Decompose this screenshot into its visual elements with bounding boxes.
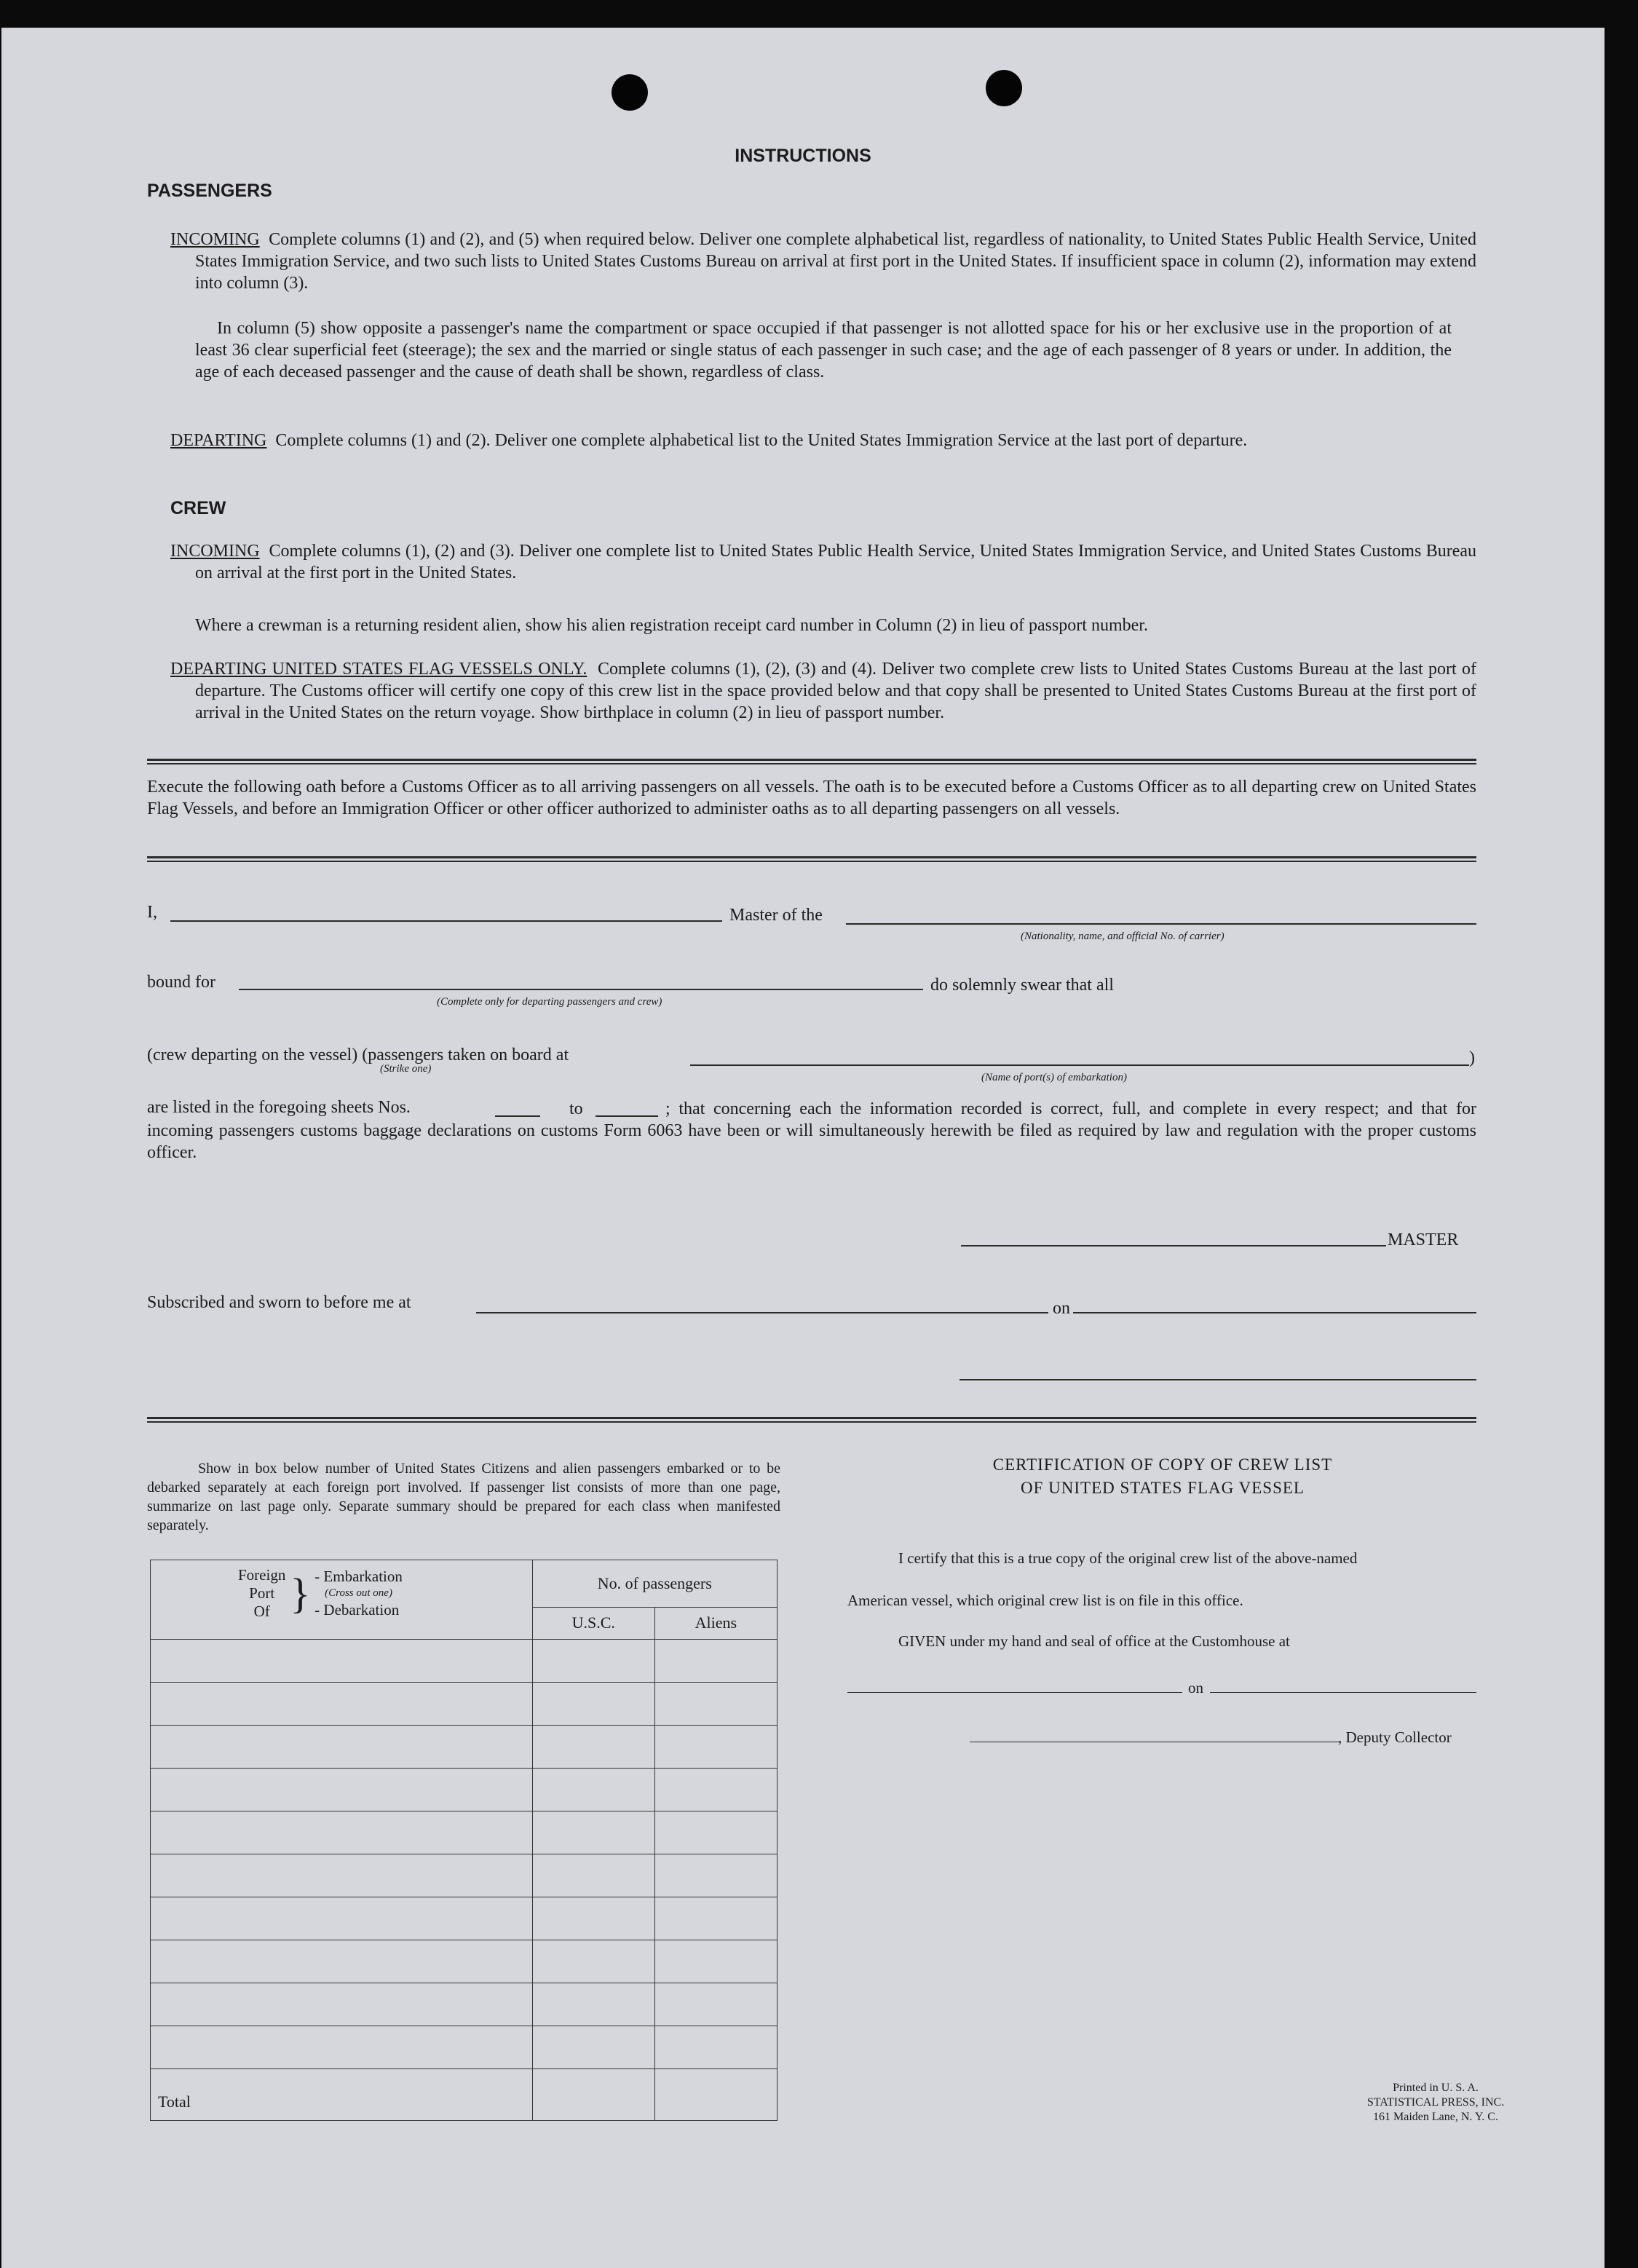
listed-paragraph: ; that concerning each the information recorded is correct, full, and complete in every respect; and that for incoming passengers customs baggage declarations on customs Form 6063 have been or will simultaneously herewith be filed as required by law and regulation with the proper customs officer. — [147, 1099, 1476, 1162]
usc-cell[interactable] — [532, 2026, 654, 2069]
aliens-cell[interactable] — [654, 1683, 777, 1726]
usc-cell[interactable] — [532, 1854, 654, 1897]
customhouse-field[interactable] — [847, 1692, 1182, 1693]
aliens-cell[interactable] — [654, 1854, 777, 1897]
master-of-label: Master of the — [729, 906, 823, 925]
strike-one-caption: (Strike one) — [380, 1063, 432, 1075]
aliens-cell[interactable] — [654, 1940, 777, 1983]
table-row — [151, 1811, 778, 1854]
table-row — [151, 1683, 778, 1726]
of-label: Of — [253, 1603, 270, 1620]
ports-field[interactable] — [690, 1064, 1469, 1066]
certification-heading-line2: OF UNITED STATES FLAG VESSEL — [1021, 1479, 1305, 1497]
column5-paragraph: In column (5) show opposite a passenger's name the compartment or space occupied if that passenger is not allotted space for his or her exclusive use in the proportion of at least 36 clear superficial feet (steerage); the sex and the married or single status of each passenger in such case; and the age of each passenger of 8 years or under. In addition, the age of each deceased passenger and the cause of death shall be shown, regardless of class. — [195, 319, 1452, 382]
nationality-caption: (Nationality, name, and official No. of carrier) — [1021, 930, 1224, 942]
passengers-departing-paragraph — [170, 430, 1476, 451]
usc-cell[interactable] — [532, 1940, 654, 1983]
foreign-label: Foreign — [238, 1566, 286, 1584]
crew-departing-label: DEPARTING UNITED STATES FLAG VESSELS ONLY. — [170, 660, 587, 679]
usc-cell[interactable] — [532, 1683, 654, 1726]
certification-heading — [846, 1453, 1479, 1500]
table-row — [151, 1983, 778, 2026]
port-cell[interactable] — [151, 1726, 533, 1769]
crew-incoming-paragraph — [170, 540, 1476, 584]
aliens-cell[interactable] — [654, 1811, 777, 1854]
punch-hole-right — [986, 70, 1022, 106]
ports-caption: (Name of port(s) of embarkation) — [981, 1072, 1127, 1083]
passengers-departing-text: Complete columns (1) and (2). Deliver one complete alphabetical list to the United States Immigration Service at the last port of departure. — [275, 431, 1248, 450]
debarkation-option[interactable]: - Debarkation — [314, 1601, 400, 1619]
instructions-title: INSTRUCTIONS — [735, 146, 871, 166]
master-signature-field[interactable] — [961, 1245, 1386, 1246]
passengers-incoming-paragraph — [170, 229, 1476, 294]
table-row — [151, 1854, 778, 1897]
aliens-cell[interactable] — [654, 1726, 777, 1769]
listed-label: are listed in the foregoing sheets Nos. — [147, 1098, 411, 1117]
port-label: Port — [249, 1584, 275, 1602]
divider-2 — [147, 856, 1476, 862]
port-cell[interactable] — [151, 1983, 533, 2026]
port-cell[interactable] — [151, 1897, 533, 1940]
usc-cell[interactable] — [532, 1640, 654, 1683]
table-row — [151, 2026, 778, 2069]
aliens-cell[interactable] — [654, 1640, 777, 1683]
sworn-on-label: on — [1053, 1299, 1070, 1318]
printer-imprint — [1239, 2081, 1632, 2125]
aliens-cell[interactable] — [654, 2026, 777, 2069]
total-label: Total — [151, 2069, 533, 2121]
port-cell[interactable] — [151, 1811, 533, 1854]
table-row — [151, 1769, 778, 1811]
to-label: to — [569, 1099, 583, 1118]
form-page — [1, 28, 1605, 2268]
oath-i-label: I, — [147, 903, 157, 922]
printer-line2: STATISTICAL PRESS, INC. — [1366, 2096, 1505, 2109]
bound-for-field[interactable] — [239, 989, 923, 990]
subscribed-label: Subscribed and sworn to before me at — [147, 1293, 411, 1312]
certify-text-1: I certify that this is a true copy of the original crew list of the above-named — [898, 1549, 1358, 1567]
sworn-place-field[interactable] — [476, 1312, 1048, 1313]
oath-intro: Execute the following oath before a Customs Officer as to all arriving passengers on all vessels. The oath is to be executed before a Customs Officer as to all departing crew on United States Flag Vessels, and before an Immigration Officer or other officer authorized to administer oaths as to all departing passengers on all vessels. — [147, 778, 1476, 818]
usc-cell[interactable] — [532, 1769, 654, 1811]
crew-incoming-label: INCOMING — [170, 542, 260, 561]
crew-departing-oath-label: (crew departing on the vessel) (passengers taken on board at — [147, 1046, 569, 1064]
brace-icon: } — [290, 1569, 311, 1617]
certify-text-2: American vessel, which original crew list is on file in this office. — [847, 1592, 1243, 1609]
master-name-field[interactable] — [170, 920, 722, 922]
usc-header: U.S.C. — [532, 1607, 654, 1639]
certify-on-label: on — [1188, 1679, 1203, 1696]
total-row — [151, 2069, 778, 2121]
table-row — [151, 1940, 778, 1983]
complete-only-caption: (Complete only for departing passengers and crew) — [437, 996, 662, 1008]
summary-note: Show in box below number of United States Citizens and alien passengers embarked or to be debarked separately at each foreign port involved. If passenger list consists of more than one page, summarize on last page only. Separate summary should be prepared for each class when manifested separately. — [147, 1461, 780, 1533]
master-label: MASTER — [1388, 1230, 1459, 1249]
foreign-port-header — [151, 1560, 533, 1640]
bound-for-label: bound for — [147, 973, 215, 992]
printer-line3: 161 Maiden Lane, N. Y. C. — [1373, 2111, 1498, 2123]
divider-3 — [147, 1417, 1476, 1423]
table-row — [151, 1726, 778, 1769]
aliens-cell[interactable] — [654, 1897, 777, 1940]
crewman-paragraph: Where a crewman is a returning resident alien, show his alien registration receipt card number in Column (2) in lieu of passport number. — [195, 616, 1148, 635]
passengers-incoming-label: INCOMING — [170, 230, 260, 249]
port-cell[interactable] — [151, 1940, 533, 1983]
usc-cell[interactable] — [532, 1983, 654, 2026]
aliens-header: Aliens — [654, 1607, 777, 1639]
cross-out-caption: (Cross out one) — [325, 1587, 392, 1599]
passengers-incoming-text: Complete columns (1) and (2), and (5) when required below. Deliver one complete alphabetical list, regardless of nationality, to United States Public Health Service, United States Immigration Service, and two such lists to United States Customs Bureau on arrival at first port in the United States. If insufficient space in column (2), information may extend into column (3). — [195, 230, 1476, 293]
port-cell[interactable] — [151, 1854, 533, 1897]
divider-1 — [147, 759, 1476, 764]
usc-cell[interactable] — [532, 1726, 654, 1769]
swear-label: do solemnly swear that all — [930, 976, 1114, 995]
crew-departing-paragraph — [170, 658, 1476, 724]
certification-heading-line1: CERTIFICATION OF COPY OF CREW LIST — [992, 1455, 1333, 1474]
passengers-departing-label: DEPARTING — [170, 431, 267, 450]
usc-total-cell[interactable] — [532, 2069, 654, 2121]
aliens-cell[interactable] — [654, 1769, 777, 1811]
port-cell[interactable] — [151, 1640, 533, 1683]
table-row — [151, 1640, 778, 1683]
aliens-cell[interactable] — [654, 1983, 777, 2026]
crew-heading: CREW — [170, 498, 226, 518]
port-cell[interactable] — [151, 1769, 533, 1811]
passengers-heading: PASSENGERS — [147, 181, 272, 201]
punch-hole-left — [612, 74, 648, 111]
port-cell[interactable] — [151, 2026, 533, 2069]
port-cell[interactable] — [151, 1683, 533, 1726]
deputy-collector-label: , Deputy Collector — [1338, 1728, 1452, 1746]
no-of-passengers-header: No. of passengers — [532, 1560, 777, 1608]
sworn-date-field[interactable] — [1073, 1312, 1476, 1313]
embarkation-option[interactable]: - Embarkation — [314, 1568, 403, 1585]
certify-date-field[interactable] — [1210, 1692, 1476, 1693]
passenger-summary-table — [150, 1560, 778, 2121]
carrier-field[interactable] — [846, 923, 1476, 925]
usc-cell[interactable] — [532, 1897, 654, 1940]
usc-cell[interactable] — [532, 1811, 654, 1854]
crew-departing-text: Complete columns (1), (2), (3) and (4). Deliver two complete crew lists to United States Customs Bureau at the last port of departure. The Customs officer will certify one copy of this crew list in the space provided below and that copy shall be presented to United States Customs Bureau at the first port of arrival in the United States on the return voyage. Show birthplace in column (2) in lieu of passport number. — [195, 660, 1476, 722]
aliens-total-cell[interactable] — [654, 2069, 777, 2121]
given-text: GIVEN under my hand and seal of office at the Customhouse at — [898, 1632, 1290, 1650]
printer-line1: Printed in U. S. A. — [1393, 2082, 1479, 2094]
officer-signature-field[interactable] — [960, 1379, 1476, 1380]
close-paren: ) — [1469, 1048, 1475, 1067]
table-row — [151, 1897, 778, 1940]
crew-incoming-text: Complete columns (1), (2) and (3). Deliver one complete list to United States Public Health Service, United States Immigration Service, and United States Customs Bureau on arrival at the first port in the United States. — [195, 542, 1476, 582]
